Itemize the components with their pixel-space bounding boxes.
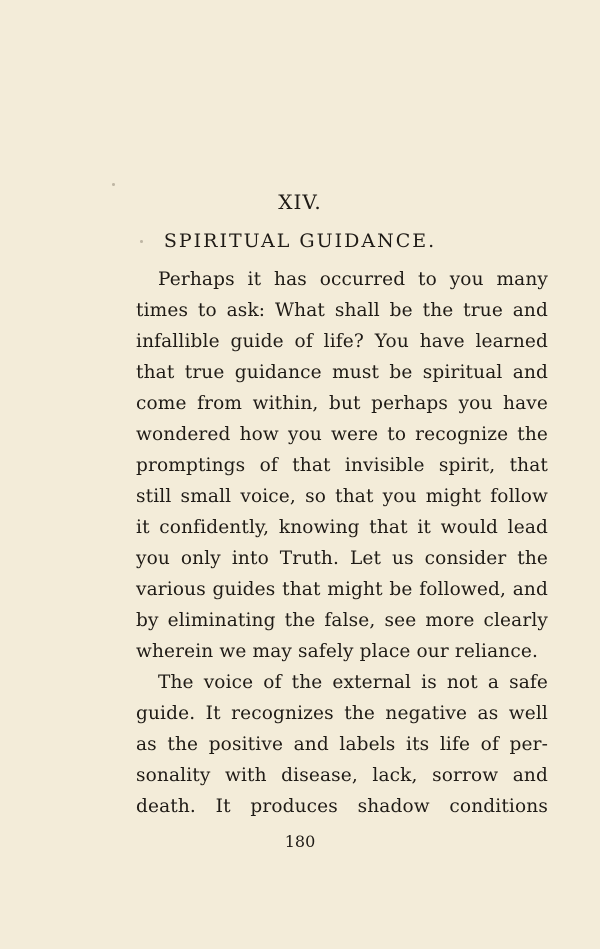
- text-line: by eliminating the false, see more clearly: [136, 610, 548, 631]
- text-line: various guides that might be followed, and: [136, 579, 548, 600]
- text-line: The voice of the external is not a safe: [158, 672, 548, 693]
- text-line: infallible guide of life? You have learned: [136, 331, 548, 352]
- text-line: wondered how you were to recognize the: [136, 424, 548, 445]
- text-line: Perhaps it has occurred to you many: [158, 269, 548, 290]
- chapter-number: XIV.: [278, 190, 322, 214]
- text-line: guide. It recognizes the negative as well: [136, 703, 548, 724]
- text-line: as the positive and labels its life of per-: [136, 734, 548, 755]
- text-line: death. It produces shadow conditions: [136, 796, 548, 817]
- text-line: it confidently, knowing that it would lead: [136, 517, 548, 538]
- chapter-title: SPIRITUAL GUIDANCE.: [163, 230, 437, 252]
- text-line: that true guidance must be spiritual and: [136, 362, 548, 383]
- text-line: wherein we may safely place our reliance.: [136, 641, 539, 662]
- text-line: times to ask: What shall be the true and: [136, 300, 548, 321]
- body-text: [136, 264, 548, 822]
- text-line: come from within, but perhaps you have: [136, 393, 548, 414]
- paper-speck: [112, 183, 115, 186]
- text-line: promptings of that invisible spirit, that: [136, 455, 548, 476]
- text-line: sonality with disease, lack, sorrow and: [136, 765, 548, 786]
- page-number: 180: [284, 832, 316, 851]
- text-line: still small voice, so that you might follow: [136, 486, 548, 507]
- text-line: you only into Truth. Let us consider the: [136, 548, 548, 569]
